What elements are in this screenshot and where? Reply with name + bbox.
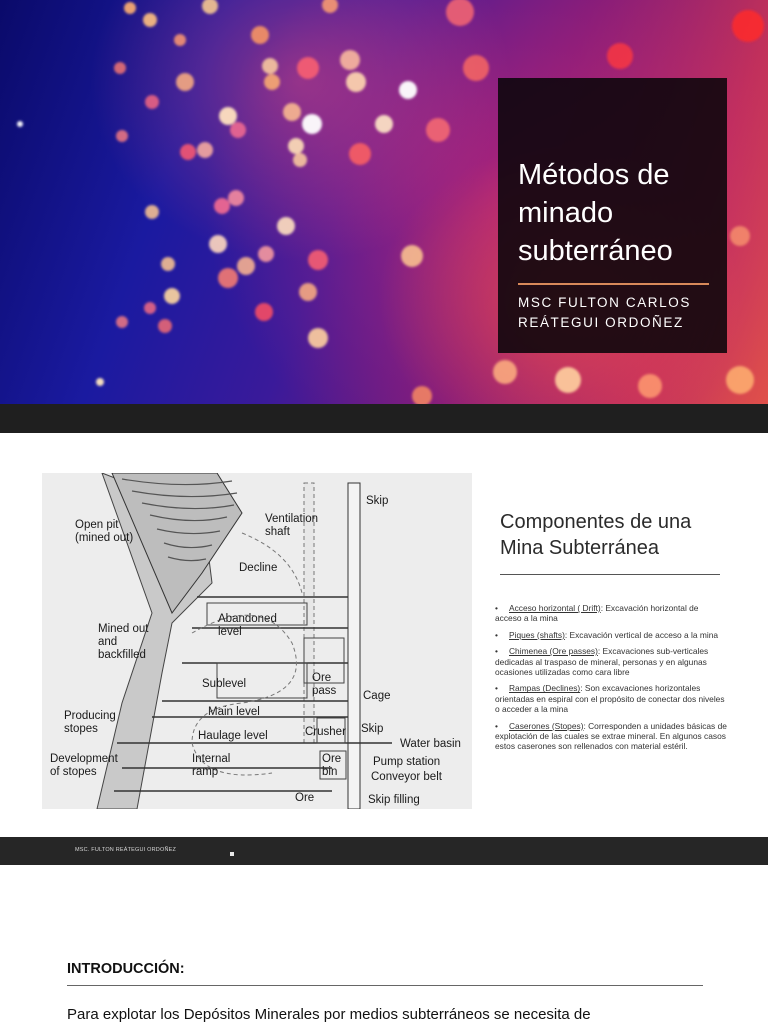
footer-author: MSC. FULTON REÁTEGUI ORDOÑEZ: [75, 847, 177, 853]
components-slide: [0, 433, 768, 837]
label-ventilation-shaft: Ventilation shaft: [265, 513, 319, 538]
label-conveyor-belt: Conveyor belt: [371, 771, 442, 783]
list-item: • Caserones (Stopes): Corresponden a unidades básicas de explotación de las cuales se extrae mineral. En algunos casos estos caserones son rellenados con material estéril.: [495, 720, 727, 752]
label-ore-bin: Ore bin: [322, 753, 342, 778]
bullet-term: Rampas (Declines): [509, 683, 581, 694]
bullet-text: : Excavaciones sub-verticales dedicadas al traspaso de mineral, personas y en algunas ocasiones utilizadas como cara libre: [495, 646, 709, 678]
label-sublevel: Sublevel: [202, 678, 247, 690]
label-cage: Cage: [363, 690, 391, 702]
slide-title: Métodos de minado subterráneo: [518, 159, 673, 267]
bullet-text: : Son excavaciones horizontales orientadas en espiral con el propósito de conectar dos niveles o acceder a la mina: [495, 683, 725, 715]
label-water-basin: Water basin: [400, 738, 461, 750]
bullet-term: Piques (shafts): [509, 629, 565, 640]
label-abandoned-level: Abandoned level: [218, 613, 277, 638]
list-item: • Acceso horizontal ( Drift): Excavación horizontal de acceso a la mina: [495, 603, 699, 624]
title-divider: [518, 283, 709, 285]
label-skip-mid: Skip: [361, 723, 384, 735]
list-item: • Rampas (Declines): Son excavaciones horizontales orientadas en espiral con el propósito de conectar dos niveles o acceder a la mina: [495, 683, 725, 715]
bullet-text: : Excavación horizontal de acceso a la mina: [495, 603, 699, 624]
intro-divider: [67, 985, 703, 986]
label-mined-out: Mined out and backfilled: [98, 623, 149, 661]
intro-paragraph: Para explotar los Depósitos Minerales por medios subterráneos se necesita de: [67, 1006, 591, 1023]
label-skip-filling: Skip filling: [368, 794, 420, 806]
label-pump-station: Pump station: [373, 756, 441, 768]
label-skip-top: Skip: [366, 495, 389, 507]
mine-diagram: [42, 473, 472, 809]
list-item: • Piques (shafts): Excavación vertical de acceso a la mina: [495, 629, 719, 640]
components-list: [495, 603, 727, 758]
label-haulage-level: Haulage level: [198, 730, 268, 742]
label-internal-ramp: Internal ramp: [192, 753, 231, 778]
label-ore-pass: Ore pass: [312, 672, 337, 697]
components-divider: [500, 574, 720, 575]
label-producing-stopes: Producing stopes: [64, 710, 116, 735]
title-box: [498, 78, 727, 353]
label-main-level: Main level: [208, 706, 260, 718]
label-development-of-stopes: Development of stopes: [50, 753, 118, 778]
bullet-term: Chimenea (Ore passes): [509, 646, 598, 657]
title-slide: [0, 0, 768, 404]
bullet-term: Caserones (Stopes): [509, 720, 584, 731]
list-item: • Chimenea (Ore passes): Excavaciones sub-verticales dedicadas al traspaso de mineral, personas y en algunas ocasiones utilizadas como cara libre: [495, 646, 709, 678]
slide-footer-band: [0, 837, 768, 865]
slide-bottom-band: [0, 404, 768, 433]
footer-dot: [230, 852, 234, 856]
intro-heading: INTRODUCCIÓN:: [67, 961, 185, 977]
bullet-text: : Excavación vertical de acceso a la mina: [564, 629, 719, 640]
bullet-term: Acceso horizontal ( Drift): [509, 603, 601, 613]
components-title: Componentes de una Mina Subterránea: [500, 511, 692, 559]
label-crusher: Crusher: [305, 726, 346, 738]
author-name: MSC FULTON CARLOS REÁTEGUI ORDOÑEZ: [518, 295, 691, 330]
bullet-text: : Corresponden a unidades básicas de explotación de las cuales se extrae mineral. En algunos casos estos caserones son rellenados con material estéril.: [495, 720, 727, 752]
label-decline: Decline: [239, 562, 278, 574]
label-ore: Ore: [295, 792, 315, 804]
label-open-pit: Open pit (mined out): [75, 519, 134, 544]
